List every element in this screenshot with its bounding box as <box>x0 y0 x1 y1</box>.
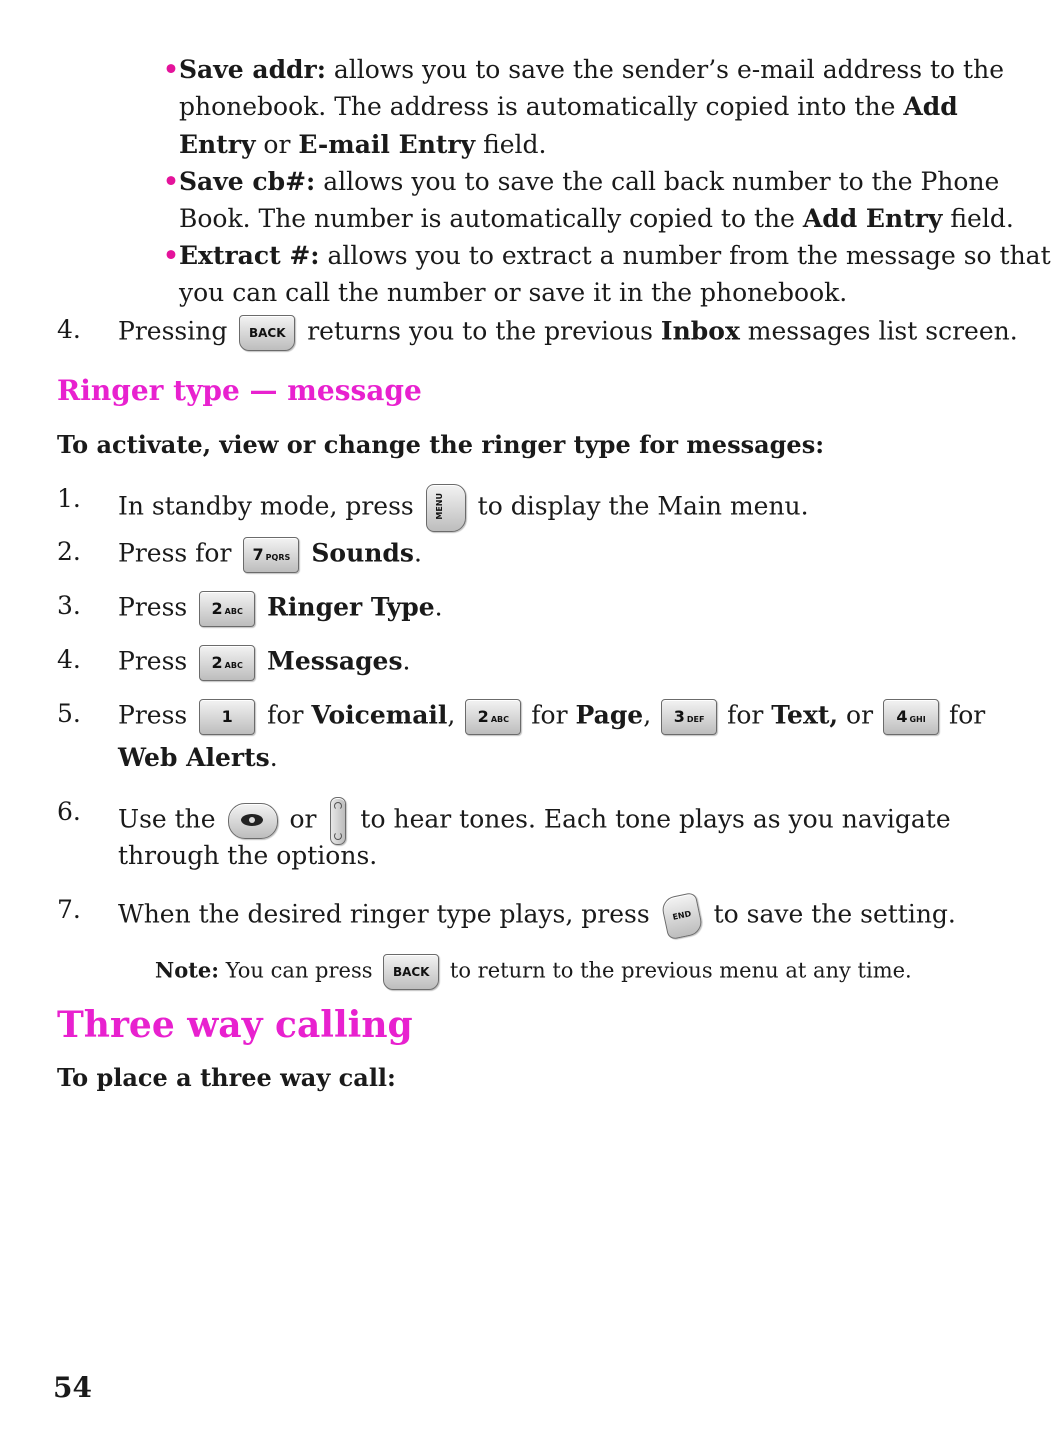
key-4-icon <box>883 699 939 735</box>
step-number: 7. <box>57 895 81 924</box>
step-text: to save the setting. <box>713 899 956 929</box>
key-label: 2 <box>211 653 223 672</box>
option-voicemail: Voicemail <box>311 700 448 730</box>
bullet-text: allows you to save the sender’s e-mail address to the <box>325 55 1005 84</box>
page-number: 54 <box>53 1371 92 1404</box>
key-sublabel: ABC <box>224 661 243 670</box>
bullet-mark: • <box>163 167 179 196</box>
key-sublabel: ABC <box>490 715 509 724</box>
step-text: returns you to the previous <box>307 316 661 346</box>
key-2-icon <box>199 645 255 681</box>
step-1 <box>118 484 809 532</box>
section-heading-three-way-calling: Three way calling <box>57 1004 413 1046</box>
bullet-text: allows you to extract a number from the message so that <box>319 241 1051 270</box>
step-text: Use the <box>118 804 216 834</box>
key-sublabel: ABC <box>224 607 243 616</box>
note <box>155 954 912 990</box>
step-number: 1. <box>57 484 81 513</box>
step-text: Press <box>118 646 188 676</box>
bullet-save-addr-line2 <box>179 92 958 121</box>
step-3 <box>118 591 443 627</box>
bullet-mark: • <box>163 241 179 270</box>
step-number: 6. <box>57 797 81 826</box>
step-text: . <box>269 743 278 772</box>
key-label: MENU <box>434 493 444 520</box>
key-label: 1 <box>221 707 233 726</box>
step-text: for <box>267 700 304 730</box>
field-name: E-mail Entry <box>298 130 476 159</box>
step-number: 4. <box>57 315 81 344</box>
key-1-icon <box>199 699 255 735</box>
bullet-extract <box>163 241 1051 270</box>
section-heading-ringer-type: Ringer type — message <box>57 374 422 407</box>
key-7-icon <box>243 537 299 573</box>
term-save-cb: Save cb#: <box>178 167 316 196</box>
field-name: Add Entry <box>802 204 943 233</box>
key-label: 2 <box>211 599 223 618</box>
back-key-icon: BACK <box>383 954 439 990</box>
step-5 <box>118 699 985 735</box>
step-6 <box>118 797 951 845</box>
key-label: 7 <box>252 545 264 564</box>
step-text: or <box>289 804 317 834</box>
bullet-save-cb <box>163 167 999 196</box>
option-text: Text, <box>771 700 839 730</box>
note-label: Note: <box>155 957 220 983</box>
step-number: 3. <box>57 591 81 620</box>
step-text: messages list screen. <box>739 316 1018 346</box>
step-text: . <box>402 646 411 676</box>
bullet-text: Book. The number is automatically copied to the <box>179 204 803 233</box>
step-4-back-text <box>118 315 1018 351</box>
bullet-save-addr-line3 <box>179 130 547 159</box>
step-text: . <box>434 592 443 622</box>
bullet-extract-line2 <box>179 278 847 307</box>
term-extract: Extract #: <box>178 241 320 270</box>
bullet-text: allows you to save the call back number to the Phone <box>315 167 1000 196</box>
bullet-mark: • <box>163 55 179 84</box>
section-subheading: To activate, view or change the ringer type for messages: <box>57 430 825 459</box>
step-text: or <box>846 700 874 730</box>
step-text: to hear tones. Each tone plays as you navigate <box>360 804 951 834</box>
step-text: Press <box>118 700 188 730</box>
menu-name: Messages <box>267 646 403 676</box>
key-sublabel: DEF <box>686 715 705 724</box>
menu-key-icon <box>426 484 466 532</box>
note-text: to return to the previous menu at any time. <box>449 958 912 983</box>
step-6-line2: through the options. <box>118 841 378 870</box>
bullet-save-addr <box>163 55 1004 84</box>
step-4 <box>118 645 410 681</box>
step-number: 5. <box>57 699 81 728</box>
volume-key-icon <box>330 797 346 845</box>
key-3-icon <box>661 699 717 735</box>
field-name: Entry <box>179 130 256 159</box>
key-label: 3 <box>673 707 685 726</box>
bullet-text: or <box>255 130 299 159</box>
bullet-text: phonebook. The address is automatically copied into the <box>179 92 904 121</box>
key-sublabel: GHI <box>909 715 926 724</box>
navigation-key-icon <box>228 803 278 839</box>
step-7 <box>118 895 956 937</box>
key-2-icon <box>465 699 521 735</box>
step-text: When the desired ringer type plays, press <box>118 899 650 929</box>
step-text: , <box>643 700 652 730</box>
screen-name: Inbox <box>660 316 740 346</box>
step-text: Press <box>118 592 188 622</box>
back-key-icon: BACK <box>239 315 295 351</box>
bullet-text: field. <box>942 204 1014 233</box>
option-page: Page <box>575 700 644 730</box>
step-text: for <box>948 700 986 730</box>
key-label: 2 <box>477 707 489 726</box>
step-number: 4. <box>57 645 81 674</box>
bullet-save-cb-line2 <box>179 204 1014 233</box>
step-text: Press for <box>118 538 232 568</box>
key-sublabel: PQRS <box>265 553 291 562</box>
step-text: for <box>531 700 568 730</box>
step-text: for <box>727 700 764 730</box>
end-key-icon: END <box>660 892 704 941</box>
step-5-line2 <box>118 743 278 772</box>
option-web-alerts: Web Alerts <box>118 743 270 772</box>
bullet-text: you can call the number or save it in the phonebook. <box>179 278 848 307</box>
step-text: to display the Main menu. <box>477 491 809 521</box>
term-save-addr: Save addr: <box>178 55 326 84</box>
step-text: , <box>447 700 456 730</box>
menu-name: Sounds <box>311 538 414 568</box>
field-name: Add <box>903 92 958 121</box>
step-text: . <box>413 538 422 568</box>
note-text: You can press <box>219 958 373 983</box>
step-text: Pressing <box>118 316 228 346</box>
key-label: 4 <box>896 707 908 726</box>
step-text: In standby mode, press <box>118 491 414 521</box>
step-2 <box>118 537 422 573</box>
step-number: 2. <box>57 537 81 566</box>
section-subheading: To place a three way call: <box>57 1063 396 1092</box>
menu-name: Ringer Type <box>267 592 435 622</box>
bullet-text: field. <box>475 130 547 159</box>
key-2-icon <box>199 591 255 627</box>
